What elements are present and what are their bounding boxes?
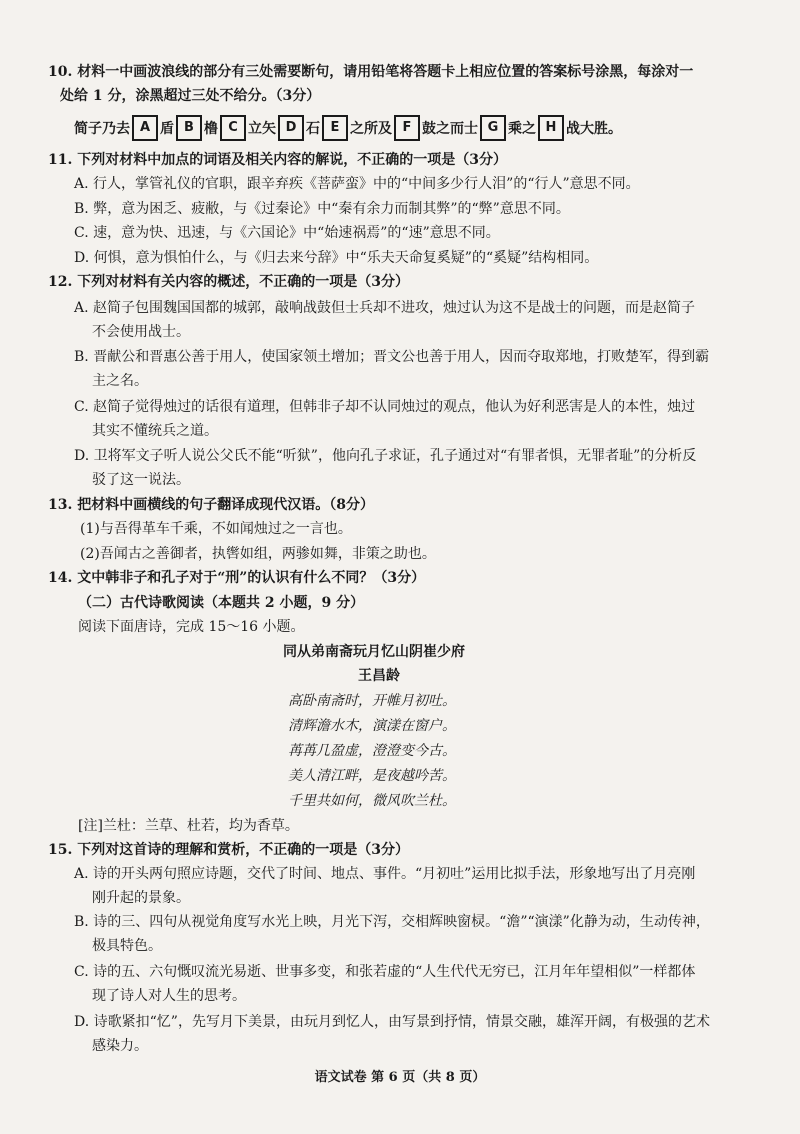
answer-box[interactable]: B	[176, 115, 202, 141]
q12-option-b-line2: 主之名。	[92, 373, 148, 389]
q11-stem: 11. 下列对材料中加点的词语及相关内容的解说，不正确的一项是（3分）	[48, 152, 507, 168]
segment: 橹	[204, 121, 218, 137]
page-footer: 语文试卷 第 6 页（共 8 页）	[314, 1070, 486, 1085]
segment: 鼓之而士	[422, 121, 478, 137]
q12-option-c-line1: C. 赵简子觉得烛过的话很有道理，但韩非子却不认同烛过的观点，他认为好利恶害是人的本性，烛过	[74, 399, 696, 415]
segment: 盾	[160, 121, 174, 137]
q15-option-a-line2: 刚升起的景象。	[92, 890, 190, 906]
q15-option-c-line2: 现了诗人对人生的思考。	[92, 988, 246, 1004]
q12-option-c-line2: 其实不懂统兵之道。	[92, 423, 218, 439]
q15-option-b-line2: 极具特色。	[92, 938, 162, 954]
q13-sentence-1: (1)与吾得革车千乘，不如闻烛过之一言也。	[80, 521, 352, 537]
segment: 立矢	[248, 121, 276, 137]
answer-box[interactable]: G	[480, 115, 506, 141]
q13-sentence-2: (2)吾闻古之善御者，执辔如组，两骖如舞，非策之助也。	[80, 546, 436, 562]
q12-stem: 12. 下列对材料有关内容的概述，不正确的一项是（3分）	[48, 274, 409, 290]
q15-option-a-line1: A. 诗的开头两句照应诗题，交代了时间、地点、事件。“月初吐”运用比拟手法，形象地写出了月亮刚	[74, 866, 696, 882]
q11-option-d: D. 何惧，意为惧怕什么，与《归去来兮辞》中“乐夫天命复奚疑”的“奚疑”结构相同。	[74, 250, 599, 266]
answer-box[interactable]: D	[278, 115, 304, 141]
segment: 乘之	[508, 121, 536, 137]
section-intro: 阅读下面唐诗，完成 15～16 小题。	[78, 619, 305, 635]
poem-line-5: 千里共如何，微风吹兰杜。	[288, 793, 456, 809]
poem-title: 同从弟南斋玩月忆山阴崔少府	[283, 644, 465, 660]
q10-sentence-boxes	[74, 113, 622, 143]
q12-option-a-line2: 不会使用战士。	[92, 324, 190, 340]
q12-option-d-line2: 驳了这一说法。	[92, 472, 190, 488]
segment: 之所及	[350, 121, 392, 137]
q13-stem: 13. 把材料中画横线的句子翻译成现代汉语。（8分）	[48, 497, 374, 513]
answer-box[interactable]: C	[220, 115, 246, 141]
poem-line-1: 高卧南斋时，开帷月初吐。	[288, 693, 456, 709]
segment: 简子乃去	[74, 121, 130, 137]
q10-stem-line1: 10. 材料一中画波浪线的部分有三处需要断句，请用铅笔将答题卡上相应位置的答案标号涂黑，每涂对一	[48, 64, 694, 80]
poem-line-2: 清辉澹水木，演漾在窗户。	[288, 718, 456, 734]
q15-stem: 15. 下列对这首诗的理解和赏析，不正确的一项是（3分）	[48, 842, 409, 858]
poem-author: 王昌龄	[358, 668, 400, 684]
segment: 战大胜。	[566, 121, 622, 137]
segment: 石	[306, 121, 320, 137]
q15-option-b-line1: B. 诗的三、四句从视觉角度写水光上映，月光下泻，交相辉映窗棂。“澹”“演漾”化静为动，生动传神，	[74, 914, 710, 930]
answer-box[interactable]: E	[322, 115, 348, 141]
q12-option-d-line1: D. 卫将军文子听人说公父氏不能“听狱”，他向孔子求证，孔子通过对“有罪者惧，无罪者耻”的分析反	[74, 448, 697, 464]
q12-option-b-line1: B. 晋献公和晋惠公善于用人，使国家领土增加；晋文公也善于用人，因而夺取郑地，打败楚军，得到霸	[74, 349, 710, 365]
poem-line-4: 美人清江畔，是夜越吟苦。	[288, 768, 456, 784]
q15-option-d-line2: 感染力。	[92, 1038, 148, 1054]
q11-option-b: B. 弊，意为困乏、疲敝，与《过秦论》中“秦有余力而制其弊”的“弊”意思不同。	[74, 201, 570, 217]
q14-stem: 14. 文中韩非子和孔子对于“刑”的认识有什么不同？（3分）	[48, 570, 426, 586]
section-heading: （二）古代诗歌阅读（本题共 2 小题，9 分）	[78, 595, 365, 611]
q11-option-a: A. 行人，掌管礼仪的官职，跟辛弃疾《菩萨蛮》中的“中间多少行人泪”的“行人”意思不同。	[74, 176, 640, 192]
answer-box[interactable]: H	[538, 115, 564, 141]
poem-note: [注]兰杜：兰草、杜若，均为香草。	[78, 818, 299, 834]
q11-option-c: C. 速，意为快、迅速，与《六国论》中“始速祸焉”的“速”意思不同。	[74, 225, 500, 241]
q15-option-c-line1: C. 诗的五、六句慨叹流光易逝、世事多变，和张若虚的“人生代代无穷已，江月年年望相似”一样都体	[74, 964, 696, 980]
answer-box[interactable]: F	[394, 115, 420, 141]
q10-stem-line2: 处给 1 分，涂黑超过三处不给分。（3分）	[60, 88, 321, 104]
q12-option-a-line1: A. 赵简子包围魏国国都的城郭，敲响战鼓但士兵却不进攻，烛过认为这不是战士的问题，而是赵简子	[74, 300, 696, 316]
q15-option-d-line1: D. 诗歌紧扣“忆”，先写月下美景，由玩月到忆人，由写景到抒情，情景交融，雄浑开阔，有极强的艺术	[74, 1014, 710, 1030]
answer-box[interactable]: A	[132, 115, 158, 141]
poem-line-3: 苒苒几盈虚，澄澄变今古。	[288, 743, 456, 759]
